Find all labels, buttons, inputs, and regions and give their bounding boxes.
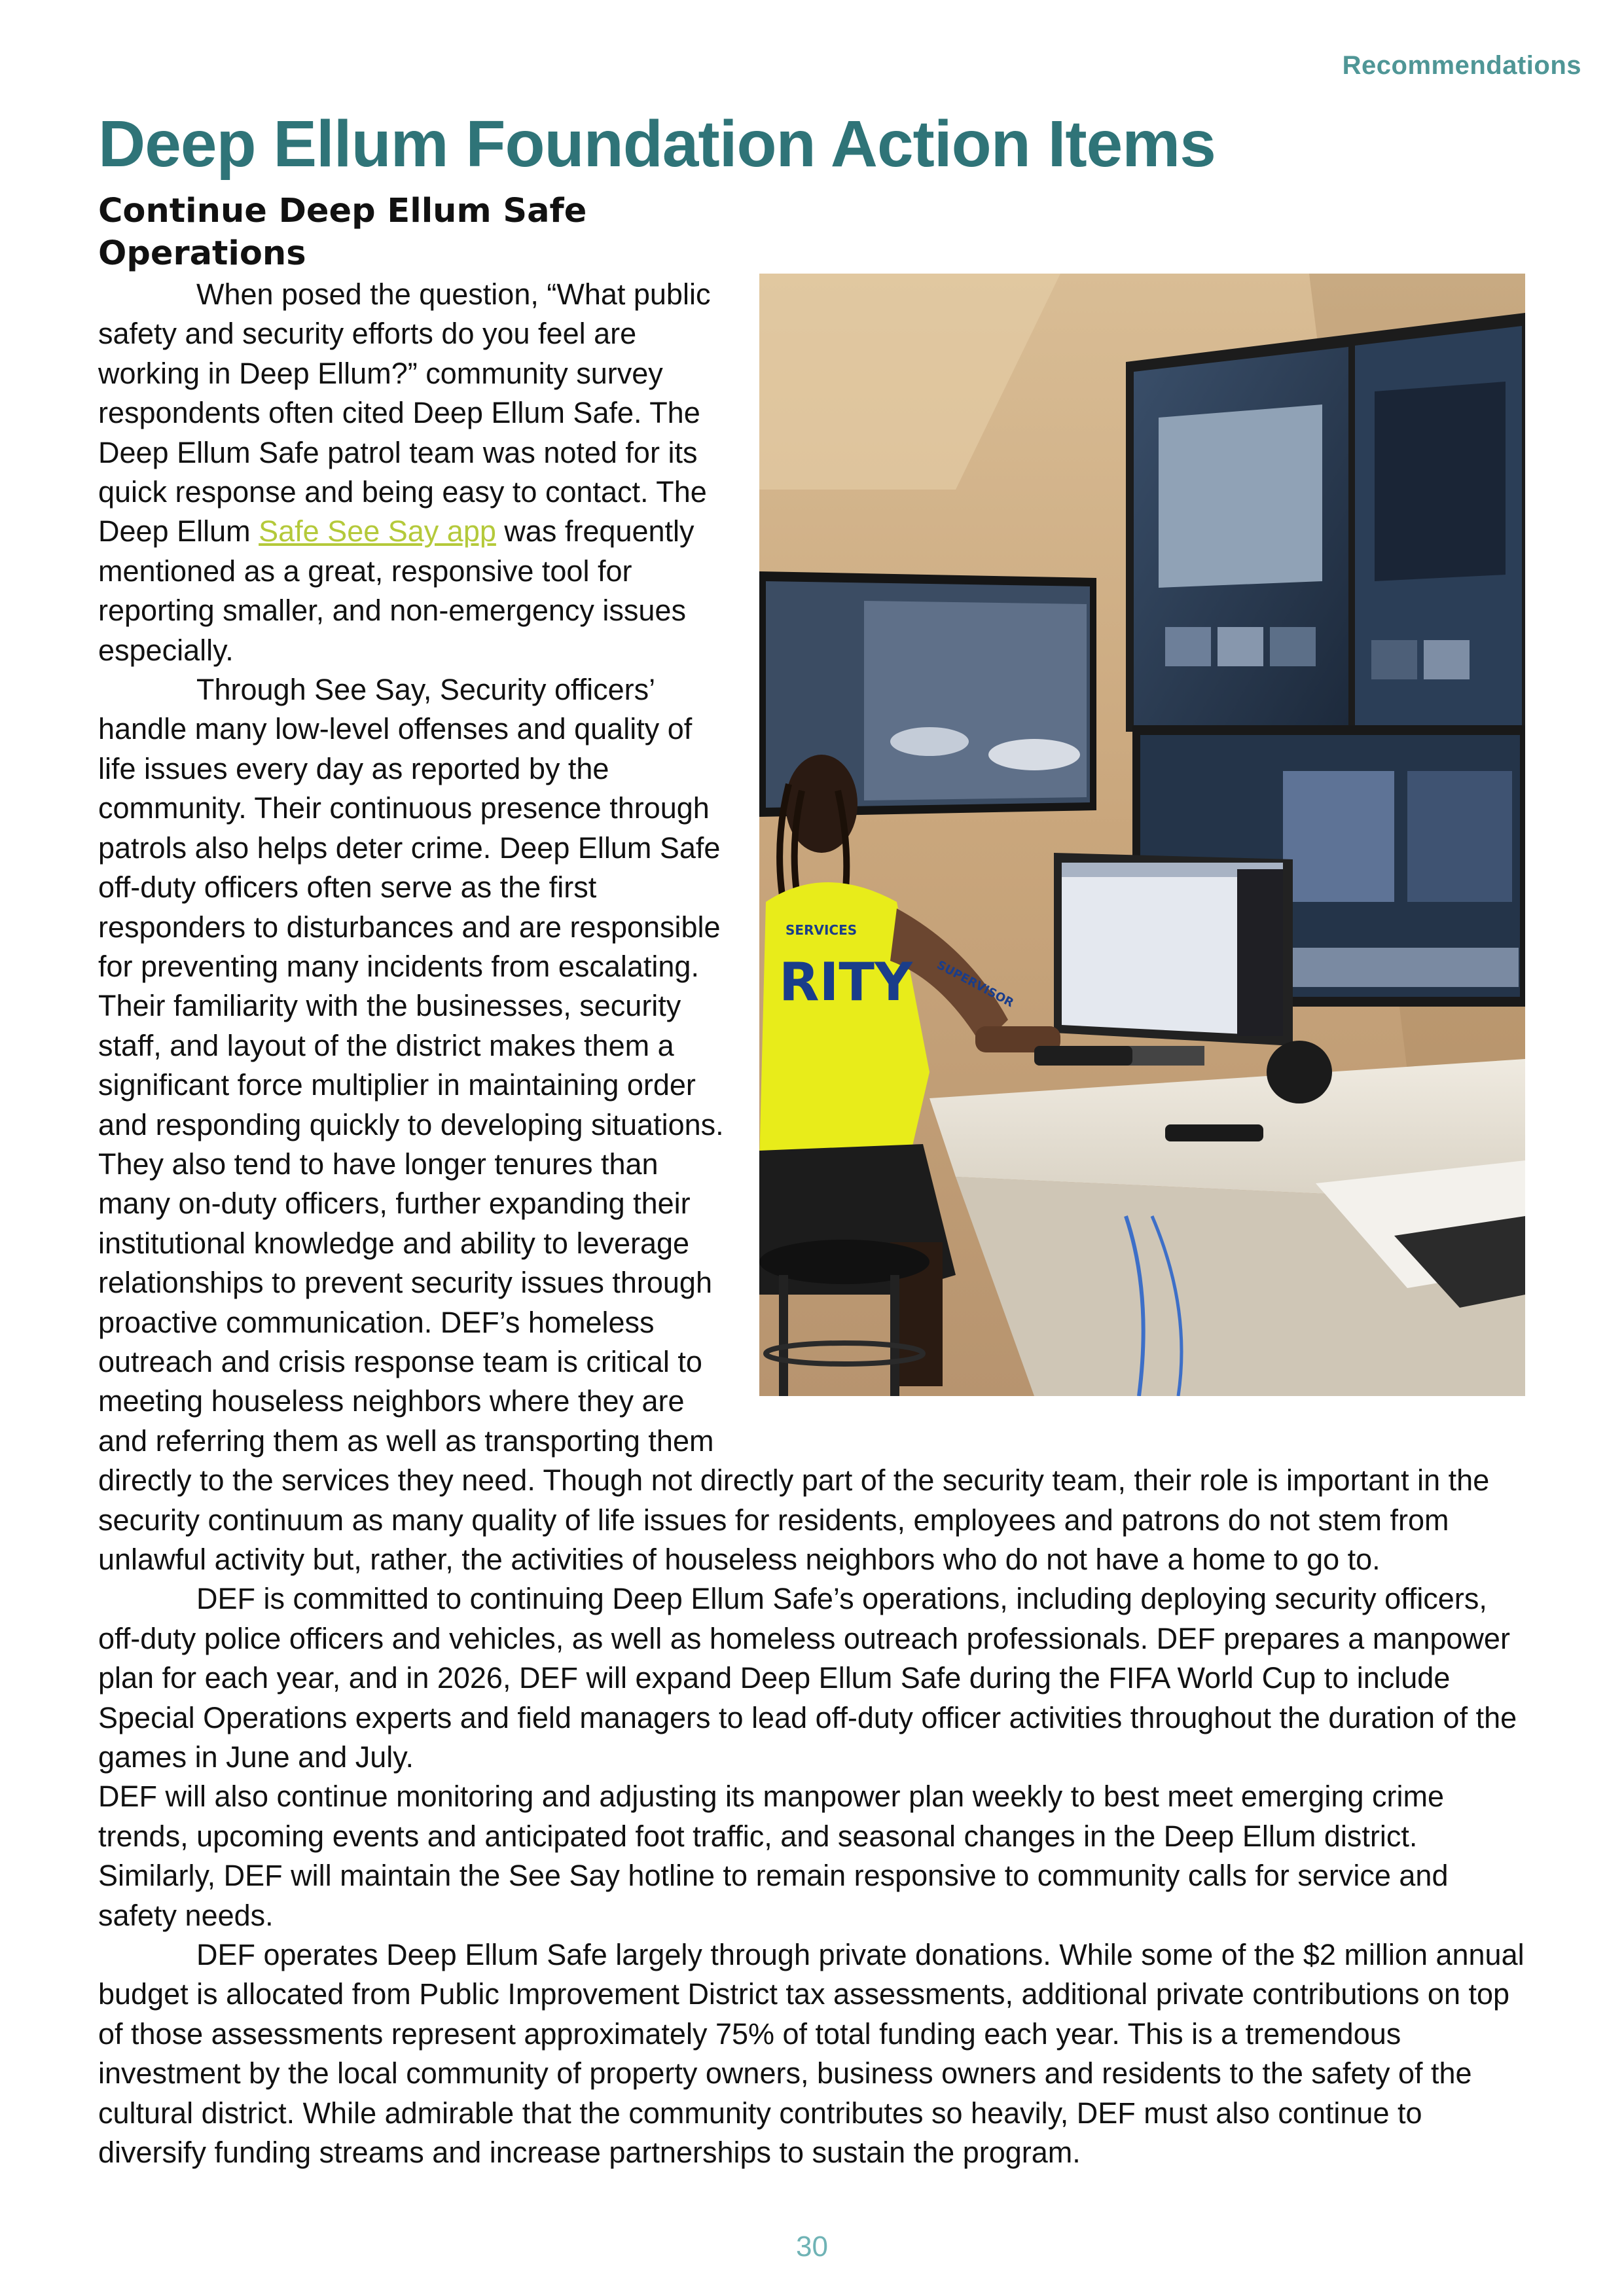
body-column [98, 190, 1525, 2173]
paragraph-3: DEF is committed to continuing Deep Ellum Safe’s operations, including deploying security officers, off-duty police officers and vehicles, as well as homeless outreach professionals. DEF prepares a manpower plan for each year, and in 2026, DEF will expand Deep Ellum Safe during the FIFA World Cup to include Special Operations experts and field managers to lead off-duty officer activities throughout the duration of the games in June and July. [98, 1582, 1517, 1774]
page-title: Deep Ellum Foundation Action Items [98, 107, 1216, 181]
desk [929, 1041, 1525, 1396]
page-number: 30 [796, 2231, 828, 2263]
safe-see-say-app-link[interactable]: Safe See Say app [259, 514, 496, 548]
shirt-print: RITY [779, 952, 912, 1013]
sleeve-print: SUPERVISOR [934, 958, 1017, 1011]
security-operations-photo [759, 274, 1525, 1396]
paragraph-5: DEF operates Deep Ellum Safe largely through private donations. While some of the $2 million annual budget is allocated from Public Improvement District tax assessments, additional private contributions on top of those assessments represent approximately 75% of total funding each year. This is a tremendous investment by the local community of property owners, business owners and residents to the safety of the cultural district. While admirable that the community contributes so heavily, DEF must also continue to diversify funding streams and increase partnerships to sustain the program. [98, 1938, 1525, 2170]
running-head: Recommendations [1342, 51, 1581, 80]
monitor-top-right [1126, 313, 1525, 732]
paragraph-1-text-b: was frequently mentioned as a great, responsive tool for reporting smaller, and non-emergency issues especially. [98, 514, 695, 667]
desk-computer-monitor [1054, 853, 1293, 1066]
section-heading: Continue Deep Ellum Safe Operations [98, 192, 587, 273]
paragraph-4: DEF will also continue monitoring and adjusting its manpower plan weekly to best meet emerging crime trends, upcoming events and anticipated foot traffic, and seasonal changes in the Deep Ellum district. Similarly, DEF will maintain the See Say hotline to remain responsive to community calls for service and safety needs. [98, 1780, 1449, 1932]
paragraph-1-text-a: When posed the question, “What public safety and security efforts do you feel are working in Deep Ellum?” community survey respondents often cited Deep Ellum Safe. The Deep Ellum Safe patrol team was noted for its quick response and being easy to contact. The Deep Ellum [98, 278, 711, 548]
paragraph-2: Through See Say, Security officers’ handle many low-level offenses and quality of life issues every day as reported by the community. Their continuous presence through patrols also helps deter crime. Deep Ellum Safe off-duty officers often serve as the first responders to disturbances and are responsible for preventing many incidents from escalating. Their familiarity with the businesses, security staff, and layout of the district makes them a significant force multiplier in maintaining order and responding quickly to developing situations. They also tend to have longer tenures than many on-duty officers, further expanding their institutional knowledge and ability to leverage relationships to prevent security issues through proactive communication. DEF’s homeless outreach and crisis response team is critical to meeting houseless neighbors where they are and referring them as well as transporting them directly to the services they need. Though not directly part of the security team, their role is important in the security continuum as many quality of life issues for residents, employees and patrons do not stem from unlawful activity but, rather, the activities of houseless neighbors who do not have a home to go to. [98, 673, 1490, 1576]
shirt-arc-print: SERVICES [785, 922, 857, 938]
